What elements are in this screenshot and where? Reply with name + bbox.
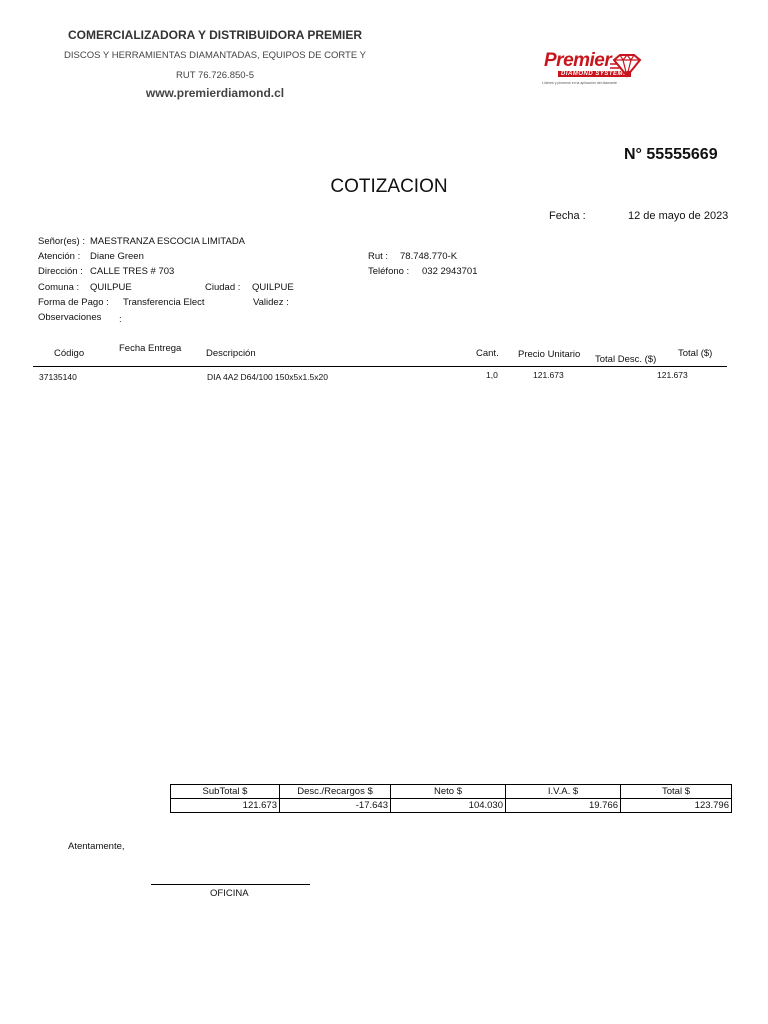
direccion-value: CALLE TRES # 703: [90, 266, 175, 277]
logo-brand-text: Premier: [544, 50, 612, 71]
senor-value: MAESTRANZA ESCOCIA LIMITADA: [90, 236, 246, 247]
totals-header-subtotal: SubTotal $: [171, 785, 280, 799]
telefono-label: Teléfono :: [368, 266, 410, 277]
col-header-total: Total ($): [678, 348, 713, 359]
fecha-value: 12 de mayo de 2023: [628, 210, 729, 222]
totals-header-row: [171, 785, 732, 799]
signature-name: OFICINA: [210, 888, 249, 899]
fecha-label: Fecha :: [549, 210, 586, 222]
diamond-icon: [610, 54, 644, 78]
telefono-value: 032 2943701: [422, 266, 478, 277]
totals-value-subtotal: 121.673: [171, 799, 280, 813]
document-title: COTIZACION: [330, 176, 448, 197]
totals-value-desc: -17.643: [280, 799, 391, 813]
totals-header-total: Total $: [621, 785, 732, 799]
row-total: 121.673: [657, 370, 688, 380]
col-header-codigo: Código: [54, 348, 85, 359]
row-codigo: 37135140: [39, 372, 77, 382]
col-header-fecha-entrega: Fecha Entrega: [119, 343, 182, 354]
direccion-label: Dirección :: [38, 266, 83, 277]
comuna-label: Comuna :: [38, 282, 80, 293]
validez-label: Validez :: [253, 297, 289, 308]
col-header-total-desc: Total Desc. ($): [595, 354, 657, 365]
logo-sub-text: DIAMOND SYSTEMS: [558, 71, 631, 77]
col-header-precio: Precio Unitario: [518, 349, 581, 360]
totals-header-iva: I.V.A. $: [506, 785, 621, 799]
pago-value: Transferencia Elect: [123, 297, 205, 308]
company-logo: [540, 48, 650, 92]
observaciones-label: Observaciones: [38, 312, 102, 323]
table-header-divider: [33, 366, 727, 367]
ciudad-value: QUILPUE: [252, 282, 294, 293]
totals-value-row: [171, 799, 732, 813]
signature-line: [151, 884, 310, 885]
atencion-label: Atención :: [38, 251, 81, 262]
company-website[interactable]: www.premierdiamond.cl: [145, 86, 285, 100]
col-header-descripcion: Descripción: [206, 348, 256, 359]
col-header-cant: Cant.: [476, 348, 499, 359]
company-description: DISCOS Y HERRAMIENTAS DIAMANTADAS, EQUIPOS DE CORTE Y: [64, 50, 366, 61]
row-precio: 121.673: [533, 370, 564, 380]
atencion-value: Diane Green: [90, 251, 144, 262]
senor-label: Señor(es) :: [38, 236, 85, 247]
totals-header-neto: Neto $: [391, 785, 506, 799]
rut-label: Rut :: [368, 251, 389, 262]
totals-header-desc: Desc./Recargos $: [280, 785, 391, 799]
pago-label: Forma de Pago :: [38, 297, 109, 308]
ciudad-label: Ciudad :: [205, 282, 241, 293]
company-name: COMERCIALIZADORA Y DISTRIBUIDORA PREMIER: [67, 28, 362, 42]
company-rut: RUT 76.726.850-5: [176, 70, 254, 81]
totals-value-neto: 104.030: [391, 799, 506, 813]
logo-tagline: Líderes y pioneros en la aplicación del diamante: [542, 81, 617, 85]
closing-text: Atentamente,: [68, 841, 125, 852]
row-cant: 1,0: [486, 370, 498, 380]
totals-value-total: 123.796: [621, 799, 732, 813]
observaciones-separator: :: [119, 314, 122, 325]
totals-value-iva: 19.766: [506, 799, 621, 813]
comuna-value: QUILPUE: [90, 282, 132, 293]
rut-value: 78.748.770-K: [400, 251, 458, 262]
document-number: N° 55555669: [624, 146, 718, 163]
row-descripcion: DIA 4A2 D64/100 150x5x1.5x20: [207, 372, 328, 382]
totals-table: [170, 784, 732, 813]
